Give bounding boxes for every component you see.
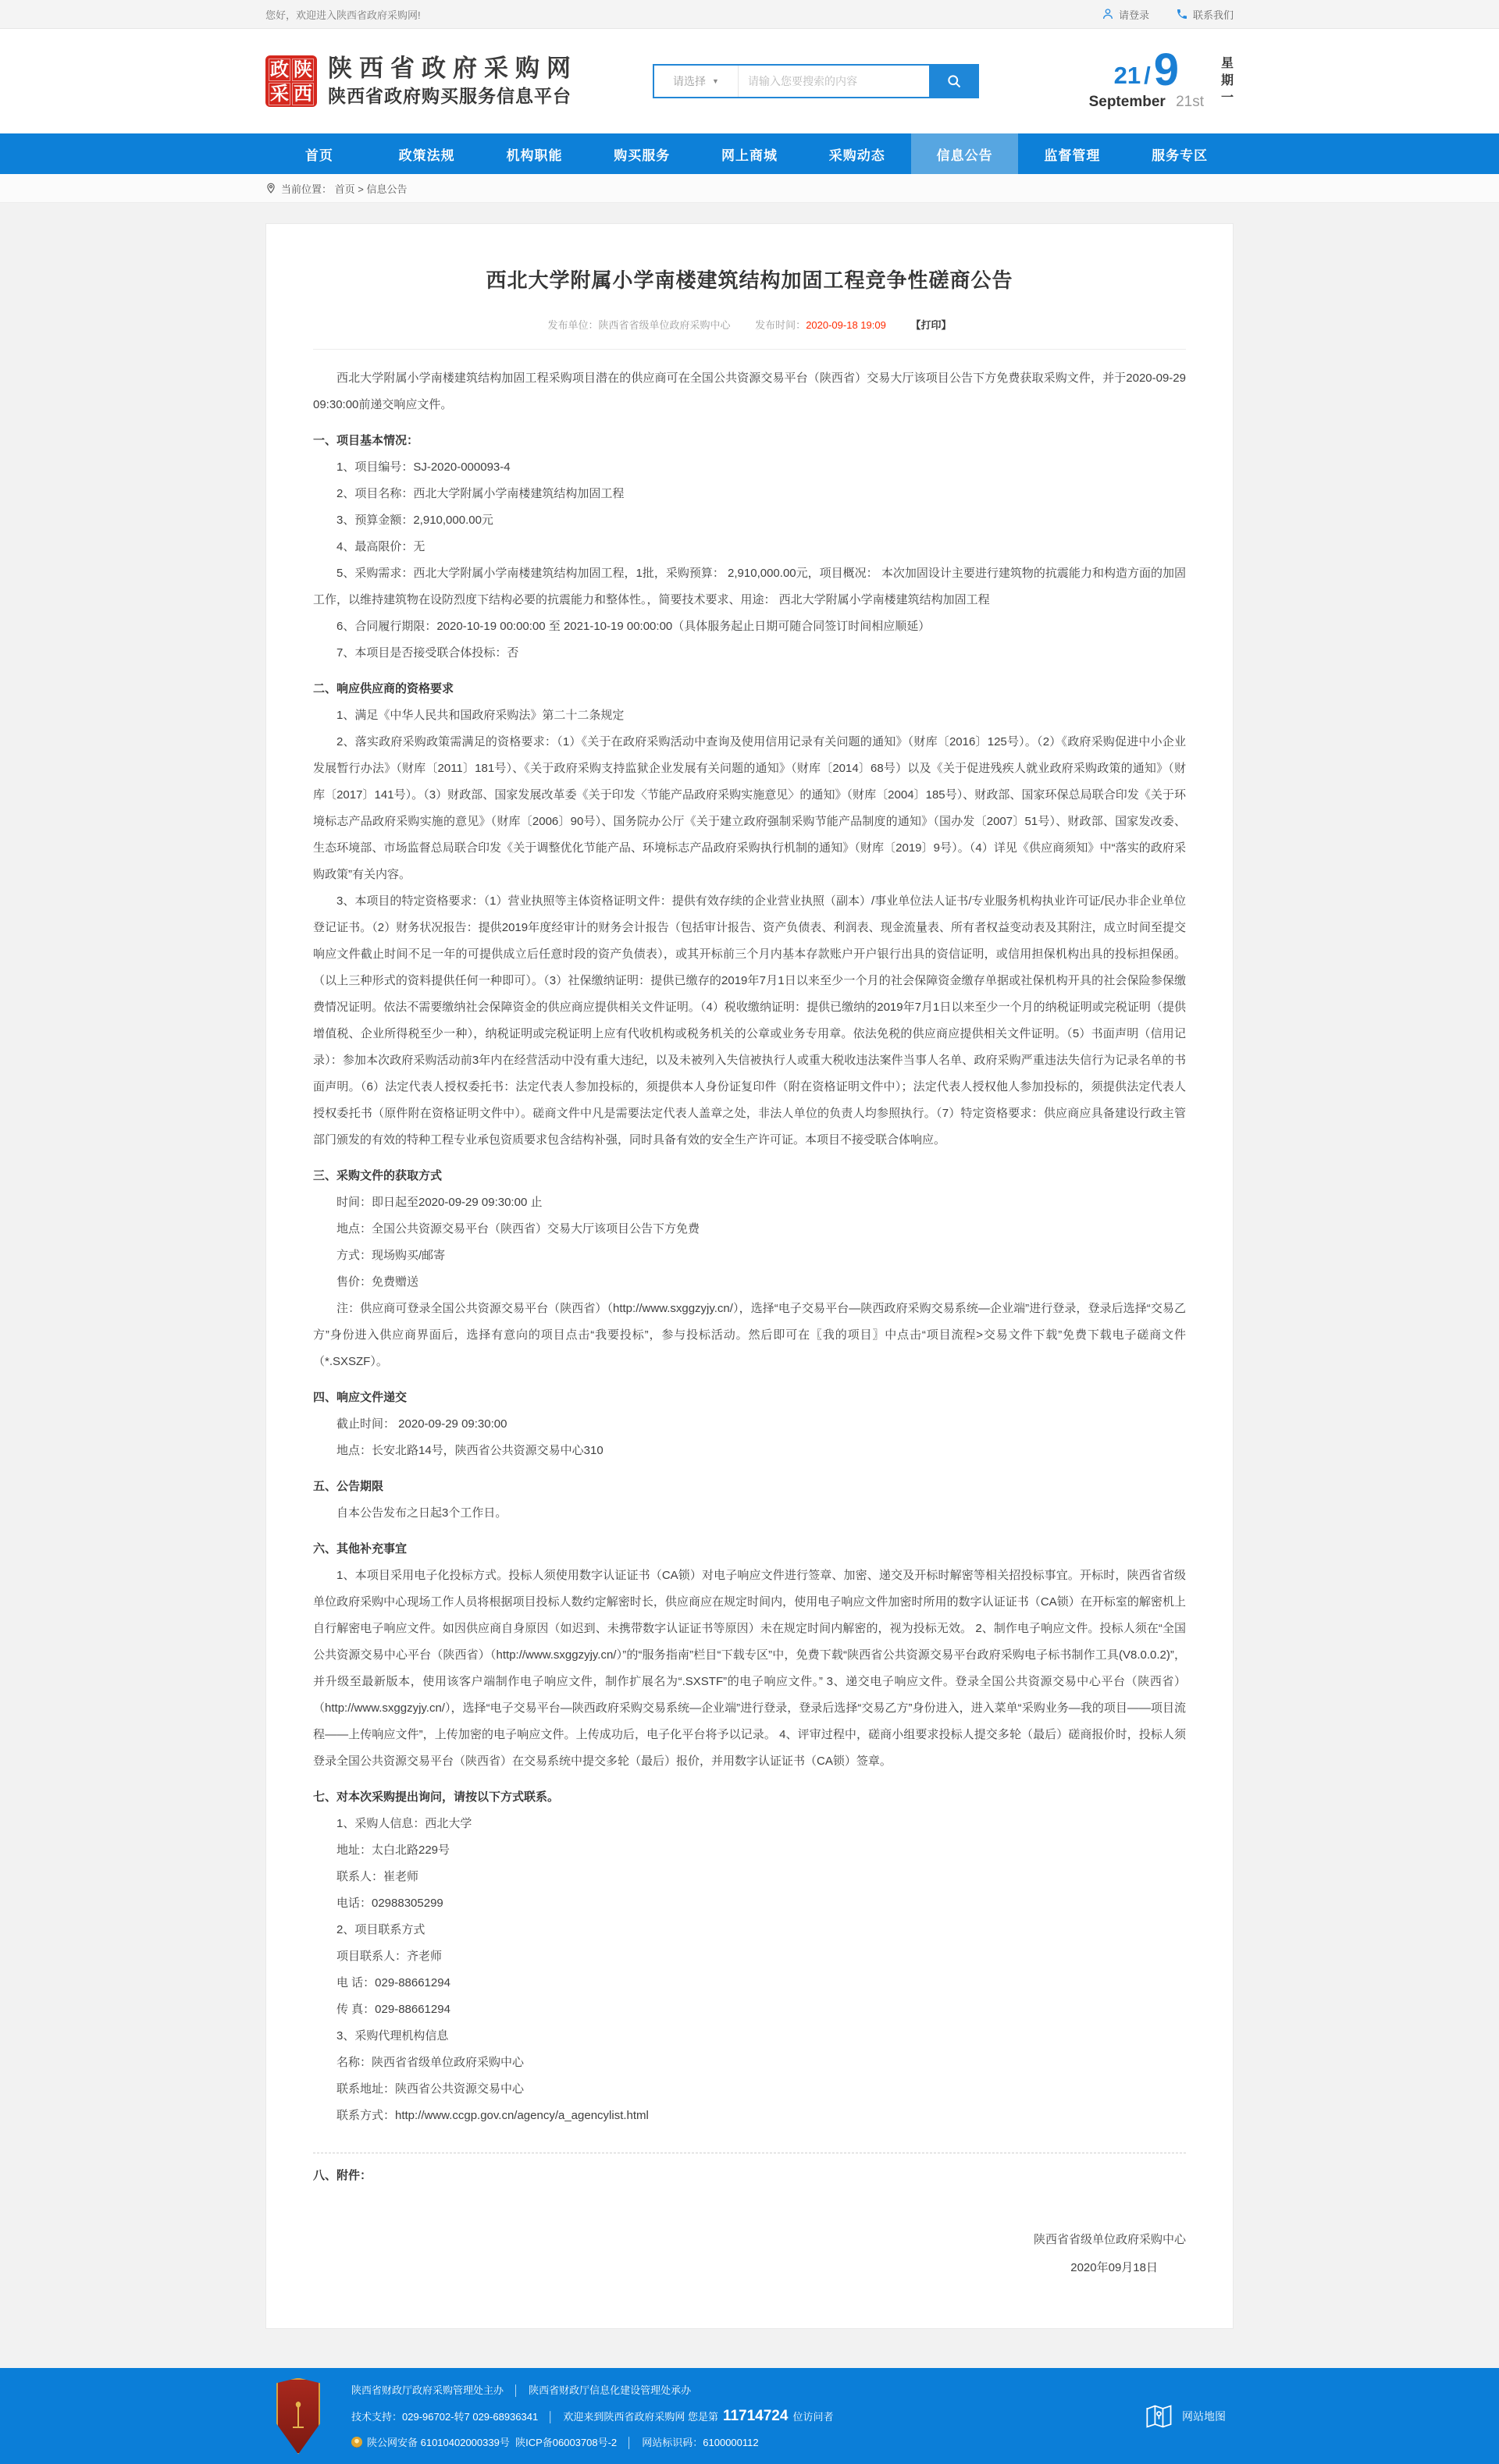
- announcement-body: [313, 359, 1186, 2189]
- page-title: 西北大学附属小学南楼建筑结构加固工程竞争性磋商公告: [486, 268, 1013, 292]
- announcement-paragraph: 七、对本次采购提出询问，请按以下方式联系。: [313, 1790, 560, 1804]
- nav-item[interactable]: 网上商城: [721, 148, 778, 163]
- breadcrumb-home[interactable]: 首页: [334, 183, 355, 195]
- announcement-paragraph: 3、本项目的特定资格要求：（1）营业执照等主体资格证明文件：提供有效存续的企业营业执照（副本）/事业单位法人证书/专业服务机构执业许可证/民办非企业单位登记证书。（2）财务状况报告：提供2019年度经审计的财务会计报告（包括审计报告、资产负债表、利润表、现金流量表、所有者权益变动表及其附注，成立时间至提交响应文件截止时间不足一年的可提供成立后任意时段的资产负债表），或其开标前三个月内基本存款账户开户银行出具的资信证明，或信用担保机构出具的投标担保函。（以上三种形式的资料提供任何一种即可）。（3）社保缴纳证明：提供已缴存的2019年7月1日以来至少一个月的社会保障资金缴存单据或社保机构开具的社会保险参保缴费情况证明。依法不需要缴纳社会保障资金的供应商应提供相关文件证明。（4）税收缴纳证明：提供已缴纳的2019年7月1日以来至少一个月的纳税证明或完税证明（提供增值税、企业所得税至少一种），纳税证明或完税证明上应有代收机构或税务机关的公章或业务专用章。依法免税的供应商应提供相关文件证明。（5）书面声明（信用记录）：参加本次政府采购活动前3年内在经营活动中没有重大违纪，以及未被列入失信被执行人或重大税收违法案件当事人名单、政府采购严重违法失信行为记录名单的书面声明。（6）法定代表人授权委托书：法定代表人参加投标的，须提供本人身份证复印件（附在资格证明文件中）；法定代表人授权他人参加投标的，须提供法定代表人授权委托书（原件附在资格证明文件中）。磋商文件中凡是需要法定代表人盖章之处，非法人单位的负责人均参照执行。（7）特定资格要求：供应商应具备建设行政主管部门颁发的有效的特种工程专业承包资质要求包含结构补强，同时具备有效的安全生产许可证。本项目不接受联合体响应。: [313, 894, 1186, 1147]
- site-logo[interactable]: [265, 55, 578, 108]
- breadcrumb: 当前位置： 首页 > 信息公告: [281, 183, 408, 195]
- nav-item[interactable]: 信息公告: [911, 133, 1019, 174]
- announcement-paragraph: 一、项目基本情况：: [313, 434, 419, 447]
- announcement-paragraph: 售价：免费赠送: [336, 1275, 419, 1289]
- announcement-paragraph: 八、附件：: [313, 2169, 372, 2182]
- search-category-select[interactable]: 请选择 ▼: [654, 66, 739, 97]
- publish-time-label: 发布时间：: [755, 319, 806, 331]
- site-title: 陕西省政府采购网: [328, 55, 578, 82]
- visitor-count: 11714724: [722, 2407, 789, 2424]
- announcement-paragraph: 名称：陕西省省级单位政府采购中心: [336, 2056, 525, 2069]
- announcement-paragraph: 地址：太白北路229号: [336, 1844, 450, 1857]
- announcement-paragraph: 3、采购代理机构信息: [336, 2029, 449, 2043]
- date-widget: 21 / 9 September 21st 星 期 一: [1088, 44, 1234, 110]
- date-weekday: 星 期 一: [1220, 57, 1234, 105]
- search-icon: [946, 73, 962, 89]
- breadcrumb-current[interactable]: 信息公告: [366, 183, 408, 195]
- top-utility-bar: [0, 0, 1499, 29]
- publish-time-value: 2020-09-18 19:09: [806, 319, 886, 331]
- publisher-label: 发布单位：: [547, 319, 599, 331]
- site-header: [0, 29, 1499, 133]
- chevron-down-icon: ▼: [712, 77, 719, 85]
- announcement-card: [265, 223, 1234, 2329]
- announcement-paragraph: 1、项目编号：SJ-2020-000093-4: [336, 460, 511, 474]
- footer-line-support: 技术支持：029-96702-转7 029-68936341 │ 欢迎来到陕西省政府采购网 您是第 11714724 位访问者: [351, 2407, 834, 2424]
- nav-item[interactable]: 政策法规: [398, 148, 455, 163]
- print-button[interactable]: 【打印】: [910, 319, 952, 331]
- announcement-paragraph: 2、项目名称：西北大学附属小学南楼建筑结构加固工程: [336, 487, 625, 500]
- announcement-paragraph: 时间：即日起至2020-09-29 09:30:00 止: [336, 1196, 543, 1209]
- announcement-paragraph: 6、合同履行期限：2020-10-19 00:00:00 至 2021-10-19 00:00:00（具体服务起止日期可随合同签订时间相应顺延）: [336, 620, 931, 633]
- contact-link[interactable]: 联系我们: [1176, 7, 1234, 22]
- sitemap-link[interactable]: 网站地图: [1145, 2402, 1226, 2431]
- announcement-paragraph: 联系地址：陕西省公共资源交易中心: [336, 2082, 525, 2096]
- announcement-paragraph: 电 话：029-88661294: [336, 1976, 450, 1989]
- map-icon: [1145, 2402, 1174, 2431]
- main-navigation: [0, 133, 1499, 174]
- site-footer: [0, 2368, 1499, 2464]
- search-button[interactable]: [929, 64, 979, 98]
- announcement-paragraph: 3、预算金额：2,910,000.00元: [336, 514, 493, 527]
- announcement-paragraph: 1、采购人信息：西北大学: [336, 1817, 472, 1830]
- signature-block: [313, 2227, 1186, 2281]
- announcement-paragraph: 联系方式：http://www.ccgp.gov.cn/agency/a_agencylist.html: [336, 2109, 649, 2122]
- site-subtitle: 陕西省政府购买服务信息平台: [328, 86, 571, 106]
- date-month: 9: [1153, 44, 1179, 95]
- police-badge-icon: [351, 2437, 362, 2448]
- announcement-paragraph: 三、采购文件的获取方式: [313, 1169, 443, 1182]
- nav-item[interactable]: 服务专区: [1152, 148, 1209, 163]
- announcement-paragraph: 5、采购需求：西北大学附属小学南楼建筑结构加固工程，1批，采购预算： 2,910,000.00元，项目概况： 本次加固设计主要进行建筑物的抗震能力和构造方面的加固工作，以维持建筑物在设防烈度下结构必要的抗震能力和整体性。，简要技术要求、用途： 西北大学附属小学南楼建筑结构加固工程: [313, 567, 1186, 606]
- announcement-paragraph: 方式：现场购买/邮寄: [336, 1249, 446, 1262]
- signature-date: 2020年09月18日: [1070, 2261, 1158, 2274]
- login-link[interactable]: 请登录: [1102, 7, 1149, 22]
- phone-icon: [1176, 8, 1188, 20]
- announcement-meta: [313, 317, 1186, 332]
- search-input[interactable]: [739, 66, 929, 97]
- announcement-paragraph: 1、本项目采用电子化投标方式。投标人须使用数字认证证书（CA锁）对电子响应文件进行签章、加密、递交及开标时解密等相关招投标事宜。开标时，陕西省省级单位政府采购中心现场工作人员将根据项目投标人数约定解密时长，供应商应在规定时间内，使用电子响应文件加密时所用的数字认证证书（CA锁）在开标室的解密机上自行解密电子响应文件。如因供应商自身原因（如迟到、未携带数字认证证书等原因）未在规定时间内解密的，视为投标无效。 2、制作电子响应文件。投标人须在“全国公共资源交易中心平台（陕西省）（http://www.sxggzyjy.cn/）”的“服务指南”栏目“下载专区”中，免费下载“陕西省公共资源交易平台政府采购电子标书制作工具(V8.0.0.2)”，并升级至最新版本，使用该客户端制作电子响应文件，制作扩展名为“.SXSTF”的电子响应文件。” 3、递交电子响应文件。登录全国公共资源交易中心平台（陕西省）（http://www.sxggzyjy.cn/），选择“电子交易平台—陕西政府采购交易系统—企业端”进行登录，登录后选择“交易乙方”身份进入，进入菜单“采购业务—我的项目——项目流程——上传响应文件”，上传加密的电子响应文件。上传成功后，电子化平台将予以记录。 4、评审过程中，磋商小组要求投标人提交多轮（最后）磋商报价时，投标人须登录全国公共资源交易平台（陕西省）在交易系统中提交多轮（最后）报价，并用数字认证证书（CA锁）签章。: [313, 1569, 1186, 1768]
- footer-line-registration: 陕公网安备 61010402000339号 陕ICP备06003708号-2 │ 网站标识码：6100000112: [351, 2430, 833, 2455]
- nav-item[interactable]: 首页: [304, 148, 333, 163]
- nav-item[interactable]: 监督管理: [1044, 148, 1101, 163]
- announcement-paragraph: 项目联系人：齐老师: [336, 1950, 443, 1963]
- publisher-value: 陕西省省级单位政府采购中心: [598, 319, 731, 331]
- announcement-paragraph: 注：供应商可登录全国公共资源交易平台（陕西省）（http://www.sxggzyjy.cn/），选择“电子交易平台—陕西政府采购交易系统—企业端”进行登录，登录后选择“交易乙方”身份进入供应商界面后，选择有意向的项目点击“我要投标”，参与投标活动。然后即可在〖我的项目〗中点击“项目流程>交易文件下载”免费下载电子磋商文件（*.SXSZF）。: [313, 1302, 1186, 1368]
- announcement-paragraph: 1、满足《中华人民共和国政府采购法》第二十二条规定: [336, 709, 625, 722]
- announcement-paragraph: 地点：长安北路14号，陕西省公共资源交易中心310: [336, 1444, 604, 1457]
- location-pin-icon: [265, 183, 276, 194]
- announcement-paragraph: 五、公告期限: [313, 1480, 384, 1493]
- seal-logo: 政 陕 采 西: [265, 55, 317, 107]
- announcement-paragraph: 联系人：崔老师: [336, 1870, 419, 1883]
- announcement-paragraph: 西北大学附属小学南楼建筑结构加固工程采购项目潜在的供应商可在全国公共资源交易平台（陕西省）交易大厅该项目公告下方免费获取采购文件，并于2020-09-29 09:30:00前递交响应文件。: [313, 372, 1186, 411]
- announcement-paragraph: 截止时间： 2020-09-29 09:30:00: [336, 1417, 507, 1431]
- signature-org: 陕西省省级单位政府采购中心: [1033, 2233, 1186, 2246]
- announcement-paragraph: 传 真：029-88661294: [336, 2003, 450, 2016]
- announcement-paragraph: 四、响应文件递交: [313, 1391, 408, 1404]
- announcement-paragraph: 六、其他补充事宜: [313, 1542, 408, 1556]
- date-month-name: September: [1088, 94, 1166, 110]
- nav-item[interactable]: 采购动态: [828, 148, 885, 163]
- breadcrumb-bar: [0, 174, 1499, 203]
- announcement-paragraph: 地点：全国公共资源交易平台（陕西省）交易大厅该项目公告下方免费: [336, 1222, 700, 1236]
- date-ordinal: 21st: [1176, 94, 1204, 110]
- main-content: [0, 203, 1499, 2368]
- search-bar: [653, 64, 979, 98]
- date-day: 21: [1113, 62, 1141, 89]
- announcement-paragraph: 二、响应供应商的资格要求: [313, 682, 454, 695]
- nav-item[interactable]: 机构职能: [506, 148, 563, 163]
- nav-item[interactable]: 购买服务: [614, 148, 671, 163]
- footer-line-sponsor: 陕西省财政厅政府采购管理处主办 │ 陕西省财政厅信息化建设管理处承办: [351, 2384, 692, 2396]
- welcome-greeting: 您好，欢迎进入陕西省政府采购网!: [265, 9, 421, 21]
- announcement-paragraph: 电话：02988305299: [336, 1897, 443, 1910]
- announcement-paragraph: 2、落实政府采购政策需满足的资格要求：（1）《关于在政府采购活动中查询及使用信用记录有关问题的通知》（财库〔2016〕125号）。（2）《政府采购促进中小企业发展暂行办法》（财库〔2011〕181号）、《关于政府采购支持监狱企业发展有关问题的通知》（财库〔2014〕68号）以及《关于促进残疾人就业政府采购政策的通知》（财库〔2017〕141号）。（3）财政部、国家发展改革委《关于印发〈节能产品政府采购实施意见〉的通知》（财库〔2004〕185号）、财政部、国家环保总局联合印发《关于环境标志产品政府采购实施的意见》（财库〔2006〕90号）、国务院办公厅《关于建立政府强制采购节能产品制度的通知》（国办发〔2007〕51号）、财政部、国家发改委、生态环境部、市场监督总局联合印发《关于调整优化节能产品、环境标志产品政府采购执行机制的通知》（财库〔2019〕9号）。（4）详见《供应商须知》中“落实的政府采购政策”有关内容。: [313, 735, 1186, 881]
- announcement-paragraph: 2、项目联系方式: [336, 1923, 425, 1936]
- announcement-paragraph: 自本公告发布之日起3个工作日。: [336, 1506, 507, 1520]
- user-icon: [1102, 8, 1114, 20]
- integrity-badge-logo: [276, 2378, 320, 2455]
- meta-divider: [313, 349, 1186, 350]
- announcement-paragraph: 7、本项目是否接受联合体投标：否: [336, 646, 519, 660]
- announcement-paragraph: 4、最高限价：无: [336, 540, 425, 553]
